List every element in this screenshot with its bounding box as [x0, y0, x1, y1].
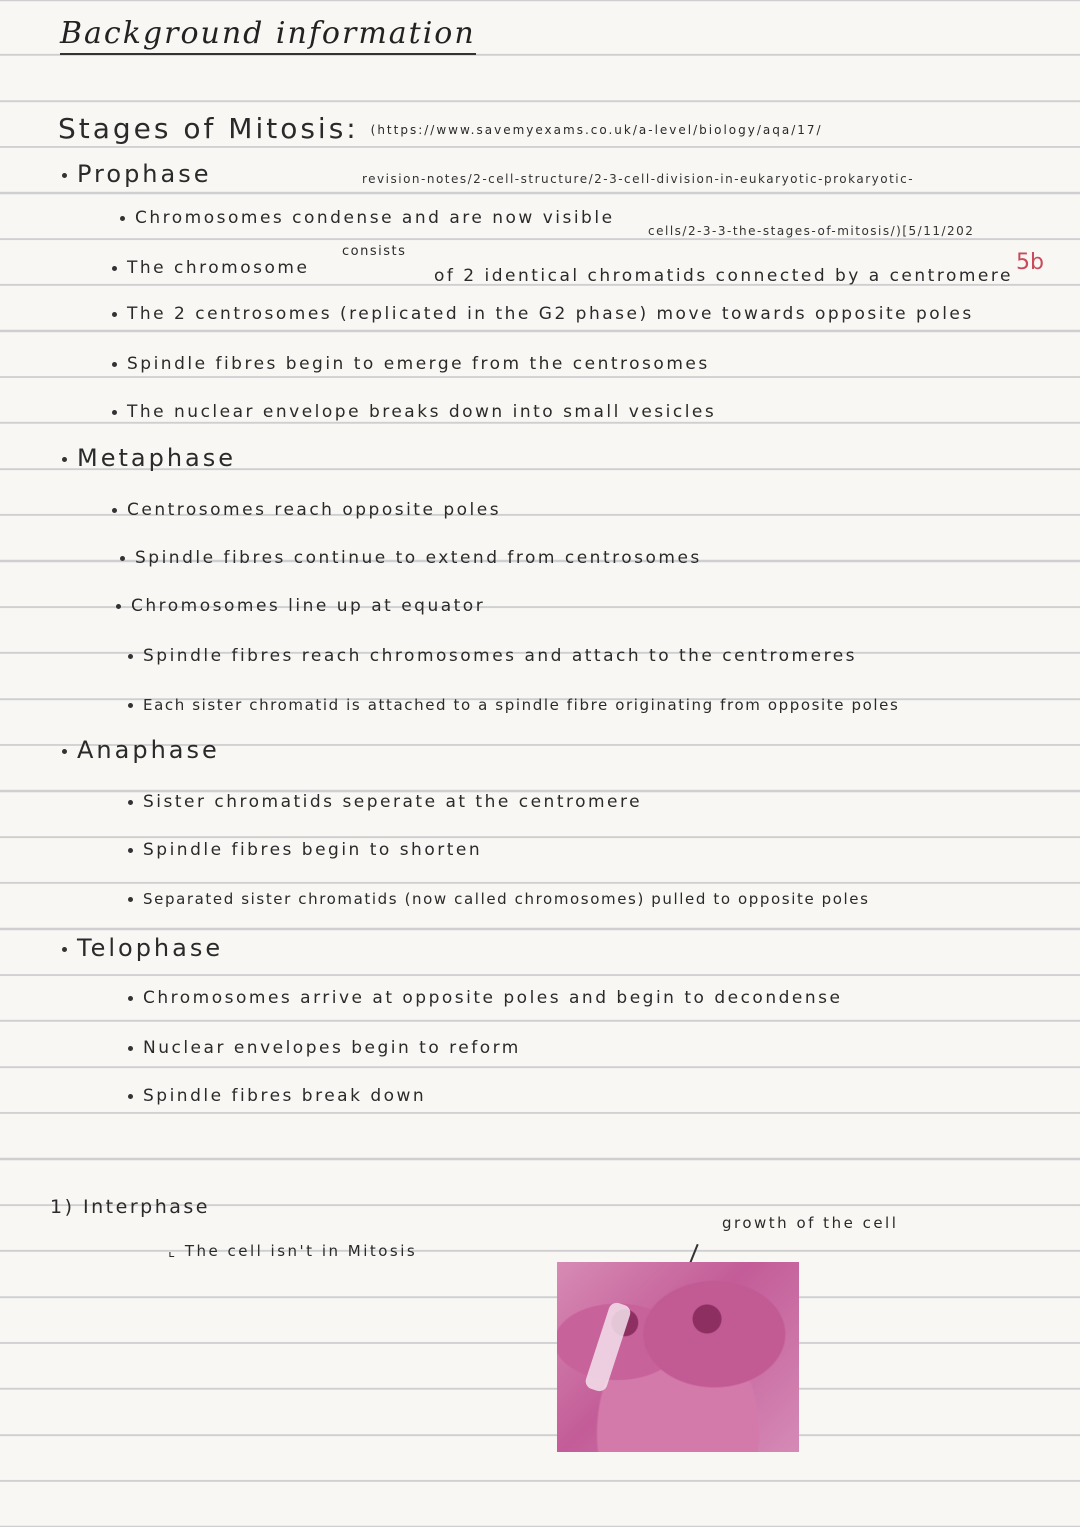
- bullet-icon: [62, 749, 67, 754]
- corner-arrow-icon: ⌞: [168, 1242, 185, 1260]
- stage-heading-telophase: Telophase: [62, 934, 223, 962]
- list-item: Centrosomes reach opposite poles: [112, 500, 501, 520]
- bullet-icon: [128, 703, 133, 708]
- bullet-icon: [62, 947, 67, 952]
- bullet-icon: [128, 1046, 133, 1051]
- list-item-continuation: of 2 identical chromatids connected by a centromere: [434, 266, 1013, 286]
- list-item: Each sister chromatid is attached to a spindle fibre originating from opposite poles: [128, 696, 899, 714]
- list-item: Separated sister chromatids (now called chromosomes) pulled to opposite poles: [128, 890, 870, 908]
- page-title: Background information: [60, 16, 476, 55]
- bullet-icon: [128, 897, 133, 902]
- date-label: [5/11/202: [902, 224, 975, 238]
- list-item: Spindle fibres continue to extend from centrosomes: [120, 548, 702, 568]
- list-item: Spindle fibres begin to emerge from the centrosomes: [112, 354, 710, 374]
- grade-mark: 5b: [1016, 250, 1044, 275]
- micrograph-image: [557, 1262, 799, 1452]
- source-url-part1: (https://www.savemyexams.co.uk/a-level/biology/aqa/17/: [370, 123, 823, 137]
- bullet-icon: [116, 604, 121, 609]
- bullet-icon: [112, 362, 117, 367]
- cell-boundary-highlight: [584, 1301, 633, 1393]
- stage-heading-metaphase: Metaphase: [62, 444, 236, 472]
- list-item: Spindle fibres reach chromosomes and attach to the centromeres: [128, 646, 857, 666]
- list-item: Chromosomes condense and are now visible: [120, 208, 615, 228]
- list-item: Chromosomes arrive at opposite poles and begin to decondense: [128, 988, 842, 1008]
- list-item: Chromosomes line up at equator: [116, 596, 485, 616]
- section-heading-label: Stages of Mitosis:: [58, 112, 359, 145]
- bullet-icon: [128, 996, 133, 1001]
- source-url-part2: revision-notes/2-cell-structure/2-3-cell-division-in-eukaryotic-prokaryotic-: [362, 172, 915, 186]
- list-item: The 2 centrosomes (replicated in the G2 phase) move towards opposite poles: [112, 304, 974, 324]
- source-url-part3: cells/2-3-3-the-stages-of-mitosis/)[5/11/202: [648, 224, 975, 238]
- photo-caption: growth of the cell: [722, 1214, 899, 1232]
- bullet-icon: [120, 216, 125, 221]
- list-item: Nuclear envelopes begin to reform: [128, 1038, 521, 1058]
- bullet-icon: [112, 410, 117, 415]
- bullet-icon: [120, 556, 125, 561]
- bullet-icon: [128, 848, 133, 853]
- bullet-icon: [62, 173, 67, 178]
- bullet-icon: [112, 508, 117, 513]
- list-item: The chromosome: [112, 258, 309, 278]
- interphase-note: ⌞ The cell isn't in Mitosis: [168, 1242, 418, 1260]
- bullet-icon: [62, 457, 67, 462]
- section-heading: [58, 112, 823, 145]
- bullet-icon: [128, 654, 133, 659]
- bullet-icon: [128, 800, 133, 805]
- annotation-text: consists: [342, 244, 407, 259]
- interphase-heading: 1) Interphase: [50, 1196, 210, 1218]
- bullet-icon: [128, 1094, 133, 1099]
- list-item: Spindle fibres begin to shorten: [128, 840, 482, 860]
- stage-heading-prophase: Prophase: [62, 160, 212, 188]
- list-item: Sister chromatids seperate at the centromere: [128, 792, 642, 812]
- stage-heading-anaphase: Anaphase: [62, 736, 220, 764]
- bullet-icon: [112, 312, 117, 317]
- list-item: Spindle fibres break down: [128, 1086, 426, 1106]
- list-item: The nuclear envelope breaks down into small vesicles: [112, 402, 716, 422]
- bullet-icon: [112, 266, 117, 271]
